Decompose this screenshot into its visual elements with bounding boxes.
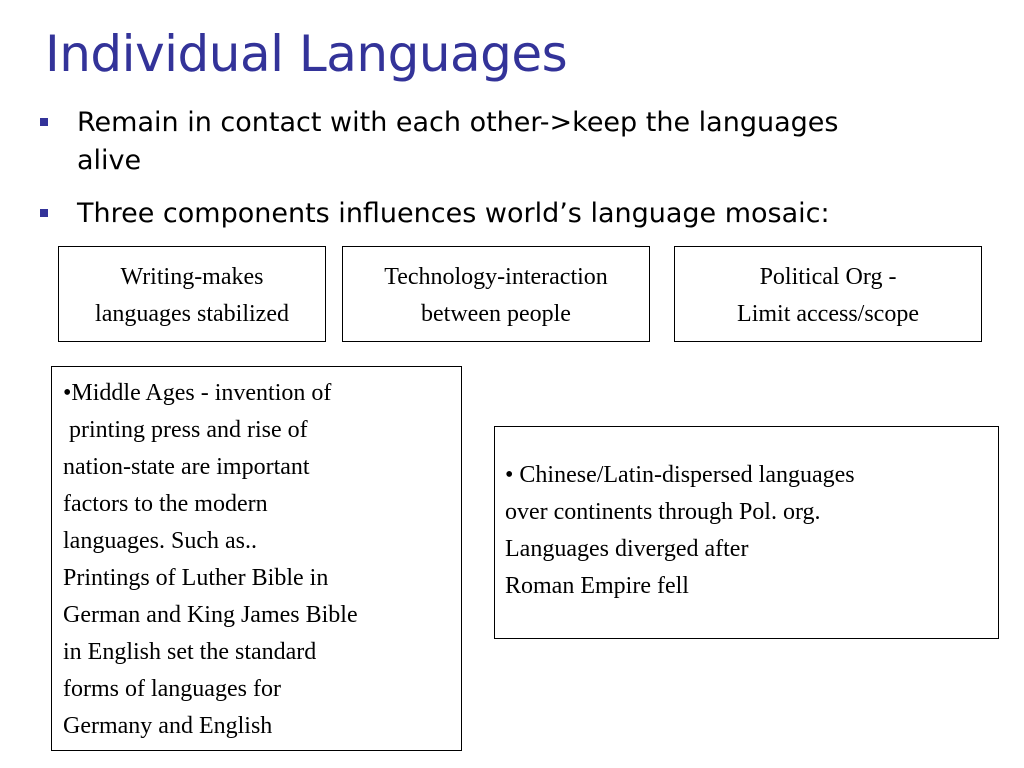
- note-text-line: • Chinese/Latin-dispersed languages: [505, 462, 855, 488]
- bullet-text: [77, 104, 940, 180]
- box-text-line: Technology-interaction: [384, 264, 608, 290]
- square-bullet-icon: [40, 118, 48, 126]
- note-text-line: Germany and English: [63, 713, 273, 739]
- box-text-line: Limit access/scope: [737, 301, 919, 327]
- note-text-line: factors to the modern: [63, 491, 268, 517]
- component-box-technology: [342, 246, 650, 342]
- note-text-line: Languages diverged after: [505, 536, 749, 562]
- note-box-middle-ages: [51, 366, 462, 751]
- bullet-components: [40, 195, 940, 233]
- box-text-line: languages stabilized: [95, 301, 289, 327]
- bullet-contact: [40, 104, 940, 180]
- note-text-line: forms of languages for: [63, 676, 281, 702]
- slide-title: Individual Languages: [45, 25, 568, 83]
- box-text-line: between people: [421, 301, 571, 327]
- note-text-line: Printings of Luther Bible in: [63, 565, 329, 591]
- note-text-line: Roman Empire fell: [505, 573, 689, 599]
- bullet-text: [77, 195, 940, 233]
- box-text-line: Political Org -: [759, 264, 897, 290]
- note-text-line: German and King James Bible: [63, 602, 358, 628]
- bullet-text-line: Three components influences world’s language mosaic:: [77, 198, 830, 229]
- note-text-line: over continents through Pol. org.: [505, 499, 821, 525]
- note-text-line: in English set the standard: [63, 639, 317, 665]
- note-text-line: •Middle Ages - invention of: [63, 380, 332, 406]
- note-text-line: languages. Such as..: [63, 528, 257, 554]
- component-box-political: [674, 246, 982, 342]
- note-text-line: nation-state are important: [63, 454, 310, 480]
- box-text-line: Writing-makes: [120, 264, 264, 290]
- square-bullet-icon: [40, 209, 48, 217]
- note-text-line: printing press and rise of: [63, 417, 308, 443]
- note-box-chinese-latin: [494, 426, 999, 639]
- bullet-text-line: Remain in contact with each other->keep the languages: [77, 107, 839, 138]
- bullet-text-line: alive: [77, 145, 142, 176]
- component-box-writing: [58, 246, 326, 342]
